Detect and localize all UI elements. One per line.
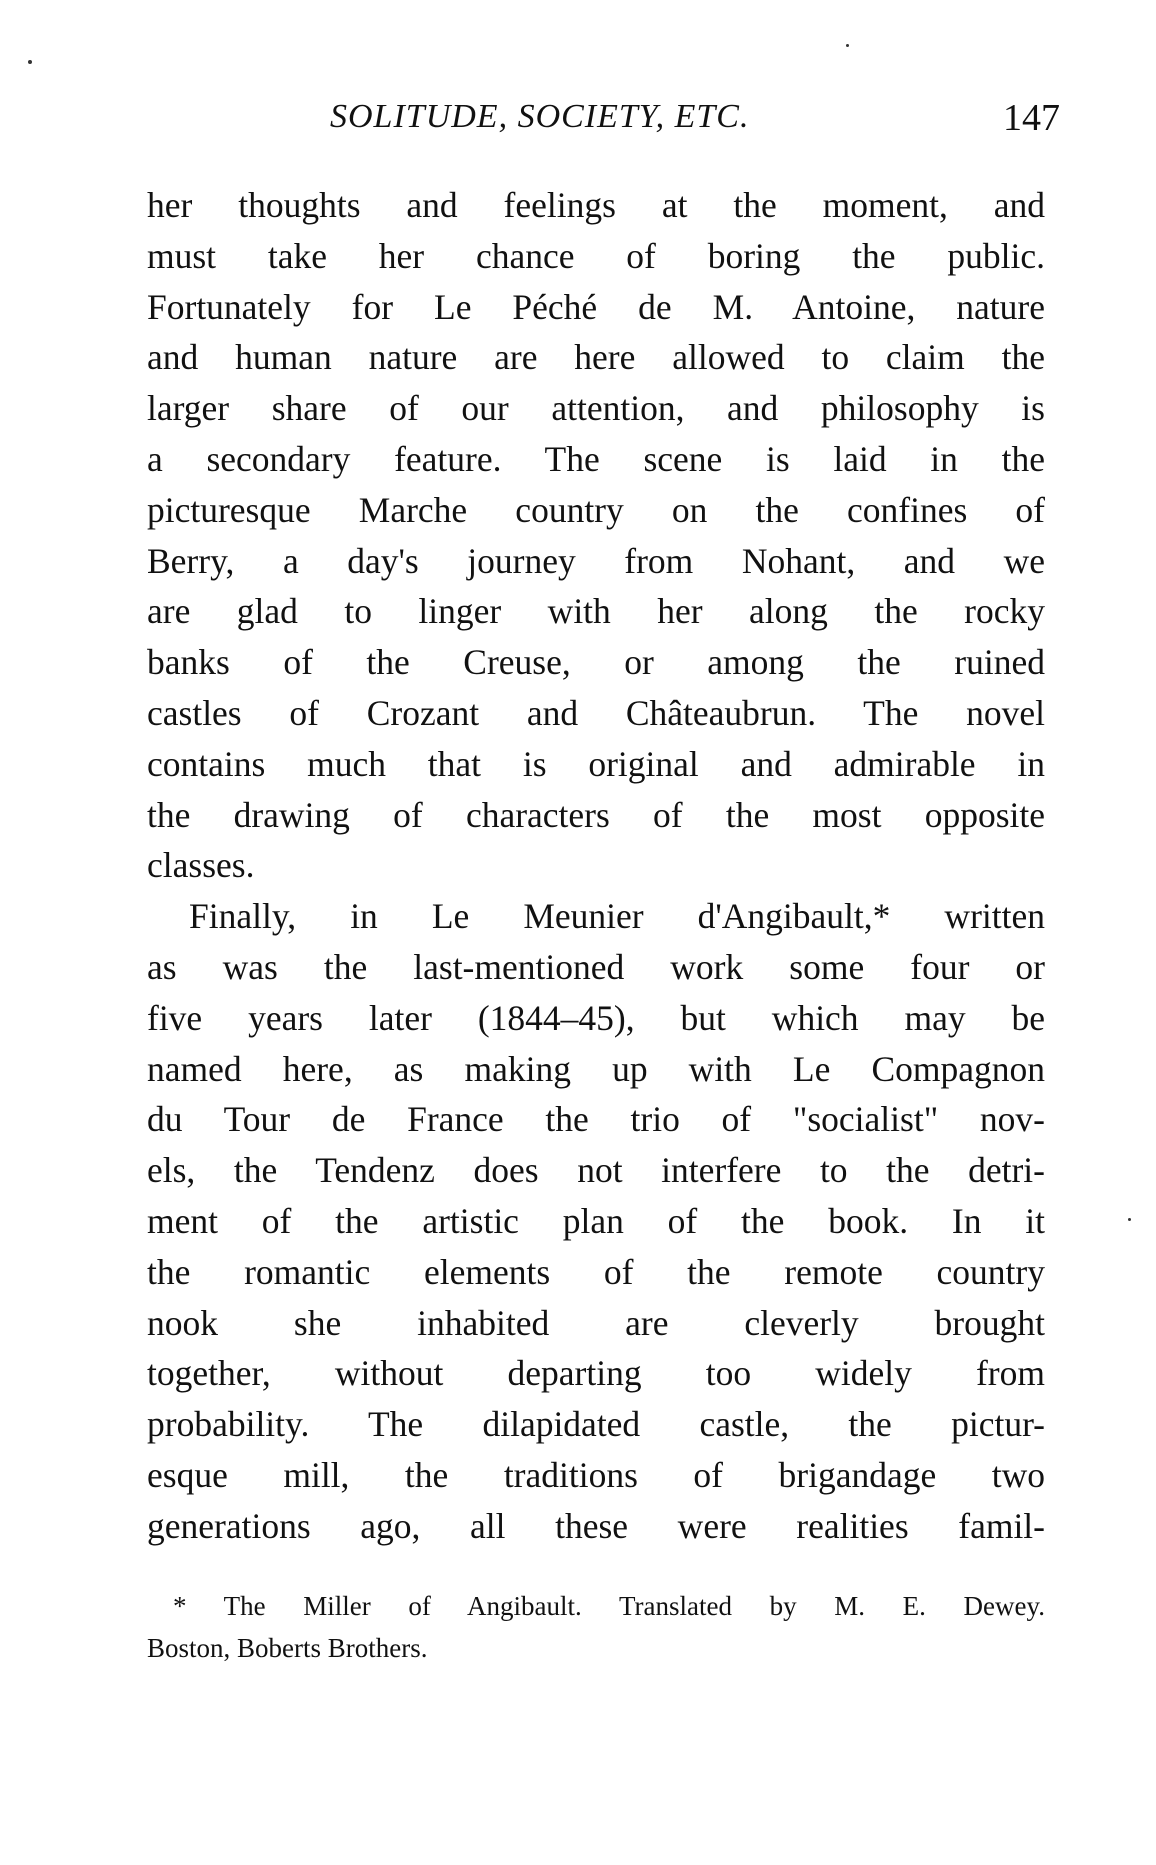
text-line: the drawing of characters of the most opposite <box>147 794 1045 835</box>
footnote-line: * The Miller of Angibault. Translated by M. E. Dewey. <box>173 1591 1045 1621</box>
text-line: banks of the Creuse, or among the ruined <box>147 642 1045 683</box>
text-line: Finally, in Le Meunier d'Angibault,* written <box>189 896 1045 937</box>
text-line: Berry, a day's journey from Nohant, and we <box>147 540 1045 581</box>
text-line: larger share of our attention, and philosophy is <box>147 388 1045 429</box>
text-line: her thoughts and feelings at the moment, and <box>147 185 1045 225</box>
text-line: a secondary feature. The scene is laid in the <box>147 438 1045 479</box>
page-header <box>330 98 1060 142</box>
running-title: SOLITUDE, SOCIETY, ETC. <box>330 98 750 135</box>
text-line: du Tour de France the trio of "socialist" nov- <box>147 1099 1045 1140</box>
text-line: the romantic elements of the remote country <box>147 1251 1045 1292</box>
body-text <box>147 180 1045 1552</box>
page-number: 147 <box>1003 97 1060 139</box>
text-line: picturesque Marche country on the confines of <box>147 489 1045 530</box>
print-speck <box>1128 1218 1131 1221</box>
print-speck <box>846 44 849 47</box>
text-line: and human nature are here allowed to claim the <box>147 337 1045 378</box>
text-line: esque mill, the traditions of brigandage two <box>147 1454 1045 1495</box>
text-line: ment of the artistic plan of the book. In it <box>147 1200 1045 1241</box>
text-line: els, the Tendenz does not interfere to the detri- <box>147 1150 1045 1191</box>
text-line: are glad to linger with her along the rocky <box>147 591 1045 632</box>
text-line: castles of Crozant and Châteaubrun. The novel <box>147 692 1045 733</box>
footnote-line: Boston, Boberts Brothers. <box>147 1633 428 1663</box>
print-speck <box>28 60 32 64</box>
text-line: generations ago, all these were realities famil- <box>147 1505 1045 1546</box>
text-line: named here, as making up with Le Compagnon <box>147 1048 1045 1089</box>
footnote <box>147 1585 1045 1669</box>
text-line: together, without departing too widely from <box>147 1353 1045 1394</box>
text-line: probability. The dilapidated castle, the pictur- <box>147 1404 1045 1445</box>
text-line: five years later (1844–45), but which may be <box>147 997 1045 1038</box>
text-line: classes. <box>147 845 255 886</box>
text-line: must take her chance of boring the public. <box>147 235 1045 276</box>
text-line: contains much that is original and admirable in <box>147 743 1045 784</box>
text-line: nook she inhabited are cleverly brought <box>147 1302 1045 1343</box>
text-line: as was the last-mentioned work some four or <box>147 946 1045 987</box>
text-line: Fortunately for Le Péché de M. Antoine, nature <box>147 286 1045 327</box>
